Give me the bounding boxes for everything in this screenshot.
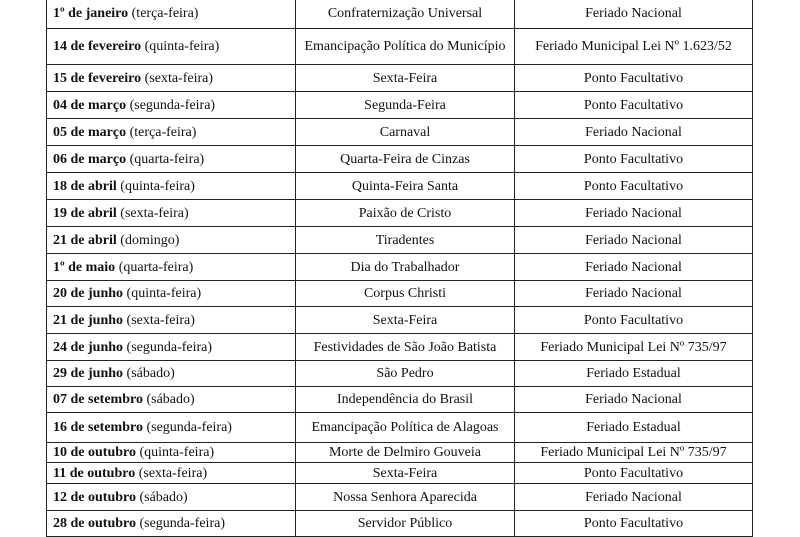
weekday: (sexta-feira): [138, 465, 208, 481]
weekday: (sexta-feira): [126, 312, 195, 328]
date-cell: [47, 200, 296, 227]
event-cell: Segunda-Feira: [296, 92, 515, 119]
weekday: (quinta-feira): [144, 39, 220, 54]
weekday: (quinta-feira): [139, 445, 215, 460]
date-cell: [47, 146, 296, 173]
date: 24 de junho: [53, 339, 124, 355]
date: 15 de fevereiro: [53, 70, 142, 86]
weekday: (terça-feira): [131, 6, 199, 21]
table-row: [47, 484, 753, 511]
date: 06 de março: [53, 151, 127, 167]
event-cell: Dia do Trabalhador: [296, 254, 515, 281]
date-cell: [47, 387, 296, 413]
table-row: [47, 387, 753, 413]
event-cell: Sexta-Feira: [296, 307, 515, 334]
date: 04 de março: [53, 97, 127, 113]
holiday-table: [46, 0, 753, 537]
weekday: (segunda-feira): [126, 339, 213, 355]
weekday: (segunda-feira): [129, 97, 216, 113]
type-cell: Feriado Nacional: [515, 227, 753, 254]
date-cell: [47, 254, 296, 281]
date: 20 de junho: [53, 286, 124, 301]
event-cell: São Pedro: [296, 361, 515, 387]
event-cell: Servidor Público: [296, 511, 515, 537]
date: 07 de setembro: [53, 392, 143, 407]
date-cell: [47, 361, 296, 387]
date-cell: [47, 65, 296, 92]
date: 14 de fevereiro: [53, 39, 142, 54]
type-cell: Feriado Nacional: [515, 387, 753, 413]
type-cell: Ponto Facultativo: [515, 511, 753, 537]
date-cell: [47, 463, 296, 484]
event-cell: Carnaval: [296, 119, 515, 146]
type-cell: Feriado Nacional: [515, 484, 753, 511]
date-cell: [47, 413, 296, 443]
table-row: [47, 334, 753, 361]
type-cell: Ponto Facultativo: [515, 92, 753, 119]
type-cell: Ponto Facultativo: [515, 463, 753, 484]
date-cell: [47, 29, 296, 65]
weekday: (sábado): [146, 392, 195, 407]
weekday: (segunda-feira): [146, 420, 232, 435]
type-cell: Feriado Nacional: [515, 254, 753, 281]
date-cell: [47, 307, 296, 334]
weekday: (quarta-feira): [129, 151, 205, 167]
date-cell: [47, 281, 296, 307]
event-cell: Confraternização Universal: [296, 0, 515, 29]
date: 21 de abril: [53, 232, 117, 248]
date-cell: [47, 173, 296, 200]
event-cell: Tiradentes: [296, 227, 515, 254]
type-cell: Ponto Facultativo: [515, 307, 753, 334]
type-cell: Feriado Nacional: [515, 281, 753, 307]
type-cell: Feriado Nacional: [515, 0, 753, 29]
table-row: [47, 200, 753, 227]
event-cell: Sexta-Feira: [296, 463, 515, 484]
event-cell: Sexta-Feira: [296, 65, 515, 92]
weekday: (domingo): [120, 232, 180, 248]
date: 11 de outubro: [53, 465, 136, 481]
table-row: [47, 463, 753, 484]
weekday: (sexta-feira): [144, 70, 214, 86]
table-row: [47, 361, 753, 387]
table-row: [47, 65, 753, 92]
type-cell: Feriado Nacional: [515, 200, 753, 227]
table-row: [47, 92, 753, 119]
event-cell: Nossa Senhora Aparecida: [296, 484, 515, 511]
type-cell: Feriado Estadual: [515, 413, 753, 443]
type-cell: Ponto Facultativo: [515, 173, 753, 200]
event-cell: Independência do Brasil: [296, 387, 515, 413]
event-cell: Emancipação Política do Município: [296, 29, 515, 65]
table-row: [47, 413, 753, 443]
event-cell: Paixão de Cristo: [296, 200, 515, 227]
event-cell: Quarta-Feira de Cinzas: [296, 146, 515, 173]
date-cell: [47, 334, 296, 361]
type-cell: Feriado Nacional: [515, 119, 753, 146]
table-row: [47, 281, 753, 307]
date-cell: [47, 0, 296, 29]
table-row: [47, 227, 753, 254]
date-cell: [47, 227, 296, 254]
date: 21 de junho: [53, 312, 124, 328]
date: 19 de abril: [53, 205, 117, 221]
type-cell: Feriado Estadual: [515, 361, 753, 387]
type-cell: Feriado Municipal Lei Nº 735/97: [515, 443, 753, 463]
table-row: [47, 173, 753, 200]
date: 18 de abril: [53, 178, 117, 194]
weekday: (terça-feira): [129, 124, 197, 140]
weekday: (quarta-feira): [118, 259, 194, 275]
date: 05 de março: [53, 124, 127, 140]
weekday: (sábado): [126, 366, 175, 381]
date: 29 de junho: [53, 366, 124, 381]
date-cell: [47, 119, 296, 146]
table-row: [47, 29, 753, 65]
weekday: (quinta-feira): [126, 286, 202, 301]
table-row: [47, 443, 753, 463]
table-row: [47, 307, 753, 334]
table-row: [47, 119, 753, 146]
date-cell: [47, 443, 296, 463]
event-cell: Quinta-Feira Santa: [296, 173, 515, 200]
type-cell: Ponto Facultativo: [515, 146, 753, 173]
date: 1º de maio: [53, 259, 116, 275]
date: 16 de setembro: [53, 420, 143, 435]
date-cell: [47, 92, 296, 119]
event-cell: Festividades de São João Batista: [296, 334, 515, 361]
date: 28 de outubro: [53, 516, 136, 531]
table-row: [47, 0, 753, 29]
table-row: [47, 146, 753, 173]
date-cell: [47, 484, 296, 511]
type-cell: Feriado Municipal Lei Nº 735/97: [515, 334, 753, 361]
table-row: [47, 254, 753, 281]
event-cell: Corpus Christi: [296, 281, 515, 307]
event-cell: Emancipação Política de Alagoas: [296, 413, 515, 443]
weekday: (sexta-feira): [120, 205, 189, 221]
weekday: (segunda-feira): [139, 516, 225, 531]
type-cell: Feriado Municipal Lei Nº 1.623/52: [515, 29, 753, 65]
date: 12 de outubro: [53, 489, 136, 505]
type-cell: Ponto Facultativo: [515, 65, 753, 92]
date: 1º de janeiro: [53, 6, 129, 21]
weekday: (sábado): [139, 489, 188, 505]
weekday: (quinta-feira): [120, 178, 195, 194]
event-cell: Morte de Delmiro Gouveia: [296, 443, 515, 463]
date: 10 de outubro: [53, 445, 136, 460]
